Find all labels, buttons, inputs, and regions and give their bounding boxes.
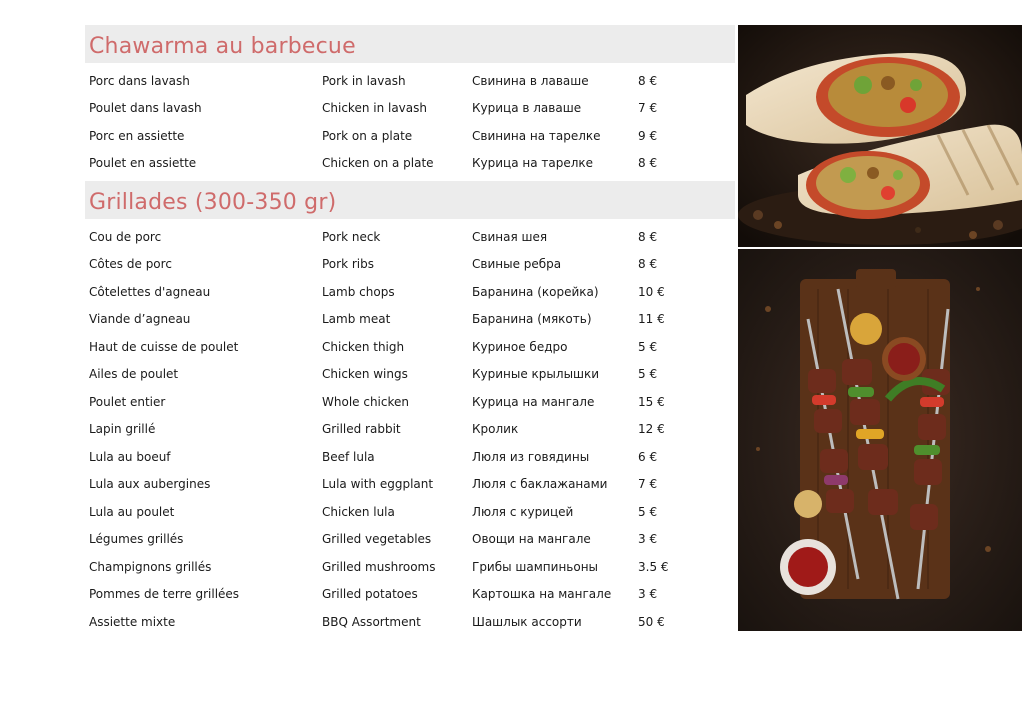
item-price: 5 € [638, 504, 658, 519]
item-name-fr: Haut de cuisse de poulet [89, 339, 239, 354]
menu-row [85, 526, 735, 554]
item-price: 3.5 € [638, 559, 669, 574]
item-name-fr: Légumes grillés [89, 532, 184, 547]
item-price: 5 € [638, 367, 658, 382]
section-header [85, 181, 735, 219]
item-name-fr: Pommes de terre grillées [89, 587, 240, 602]
menu-row [85, 333, 735, 361]
section-rows [85, 63, 735, 181]
menu-row [85, 95, 735, 123]
item-name-en: Chicken lula [322, 504, 395, 519]
item-name-en: BBQ Assortment [322, 614, 421, 629]
menu-row [85, 150, 735, 178]
item-price: 10 € [638, 284, 665, 299]
item-name-ru: Свинина в лаваше [472, 73, 589, 88]
item-name-fr: Lapin grillé [89, 422, 156, 437]
item-name-ru: Баранина (мякоть) [472, 312, 592, 327]
item-name-fr: Poulet entier [89, 394, 166, 409]
item-price: 5 € [638, 339, 658, 354]
item-price: 15 € [638, 394, 665, 409]
menu-row [85, 67, 735, 95]
item-name-ru: Курица на мангале [472, 394, 595, 409]
item-name-fr: Poulet dans lavash [89, 101, 202, 116]
section-title: Grillades (300-350 gr) [89, 189, 337, 215]
item-name-en: Pork neck [322, 229, 381, 244]
kebab-skewers-photo [738, 249, 1022, 631]
item-name-ru: Баранина (корейка) [472, 284, 599, 299]
item-name-fr: Lula aux aubergines [89, 477, 211, 492]
item-price: 3 € [638, 587, 658, 602]
item-price: 12 € [638, 422, 665, 437]
item-name-fr: Champignons grillés [89, 559, 212, 574]
item-price: 8 € [638, 229, 658, 244]
shawarma-photo [738, 25, 1022, 247]
item-name-en: Grilled rabbit [322, 422, 401, 437]
menu-row [85, 223, 735, 251]
menu-row [85, 608, 735, 636]
item-name-ru: Грибы шампиньоны [472, 559, 599, 574]
menu-row [85, 498, 735, 526]
item-name-en: Grilled vegetables [322, 532, 432, 547]
menu-row [85, 416, 735, 444]
section-chawarma [85, 25, 735, 181]
item-name-fr: Poulet en assiette [89, 156, 197, 171]
item-name-fr: Assiette mixte [89, 614, 176, 629]
item-price: 11 € [638, 312, 665, 327]
item-price: 9 € [638, 128, 658, 143]
menu-row [85, 122, 735, 150]
item-name-en: Beef lula [322, 449, 375, 464]
item-name-en: Grilled potatoes [322, 587, 418, 602]
item-price: 7 € [638, 477, 658, 492]
item-name-ru: Курица в лаваше [472, 101, 582, 116]
menu-row [85, 581, 735, 609]
menu-row [85, 251, 735, 279]
item-price: 3 € [638, 532, 658, 547]
item-name-fr: Porc dans lavash [89, 73, 190, 88]
item-name-en: Pork on a plate [322, 128, 413, 143]
section-title: Chawarma au barbecue [89, 33, 356, 59]
item-name-en: Whole chicken [322, 394, 409, 409]
menu-row [85, 361, 735, 389]
item-name-ru: Овощи на мангале [472, 532, 591, 547]
item-name-fr: Lula au boeuf [89, 449, 171, 464]
item-name-fr: Côtes de porc [89, 257, 172, 272]
item-name-en: Pork ribs [322, 257, 374, 272]
item-name-ru: Люля с баклажанами [472, 477, 608, 492]
item-name-ru: Куриное бедро [472, 339, 568, 354]
shawarma-illustration [738, 25, 1022, 247]
item-name-fr: Porc en assiette [89, 128, 185, 143]
section-rows [85, 219, 735, 640]
item-name-en: Lamb meat [322, 312, 391, 327]
item-name-en: Chicken in lavash [322, 101, 427, 116]
item-name-ru: Свиные ребра [472, 257, 562, 272]
item-name-en: Lula with eggplant [322, 477, 434, 492]
item-price: 6 € [638, 449, 658, 464]
item-name-ru: Кролик [472, 422, 519, 437]
kebab-illustration [738, 249, 1022, 631]
item-price: 50 € [638, 614, 665, 629]
section-header [85, 25, 735, 63]
item-name-ru: Курица на тарелке [472, 156, 594, 171]
item-name-ru: Картошка на мангале [472, 587, 612, 602]
menu-row [85, 278, 735, 306]
item-name-fr: Viande d’agneau [89, 312, 191, 327]
item-price: 8 € [638, 73, 658, 88]
item-name-en: Grilled mushrooms [322, 559, 436, 574]
item-price: 7 € [638, 101, 658, 116]
menu-list [85, 25, 735, 640]
menu-row [85, 306, 735, 334]
item-name-en: Pork in lavash [322, 73, 406, 88]
menu-row [85, 388, 735, 416]
item-name-en: Chicken thigh [322, 339, 405, 354]
item-name-fr: Ailes de poulet [89, 367, 179, 382]
item-name-ru: Люля с курицей [472, 504, 574, 519]
item-name-fr: Cou de porc [89, 229, 162, 244]
item-name-ru: Люля из говядины [472, 449, 590, 464]
item-price: 8 € [638, 257, 658, 272]
item-name-fr: Lula au poulet [89, 504, 175, 519]
section-grillades [85, 181, 735, 640]
item-price: 8 € [638, 156, 658, 171]
item-name-fr: Côtelettes d'agneau [89, 284, 211, 299]
menu-row [85, 443, 735, 471]
item-name-en: Chicken wings [322, 367, 408, 382]
item-name-ru: Свинина на тарелке [472, 128, 601, 143]
item-name-ru: Шашлык ассорти [472, 614, 582, 629]
item-name-en: Chicken on a plate [322, 156, 434, 171]
menu-row [85, 553, 735, 581]
menu-row [85, 471, 735, 499]
item-name-ru: Свиная шея [472, 229, 548, 244]
item-name-ru: Куриные крылышки [472, 367, 600, 382]
item-name-en: Lamb chops [322, 284, 395, 299]
